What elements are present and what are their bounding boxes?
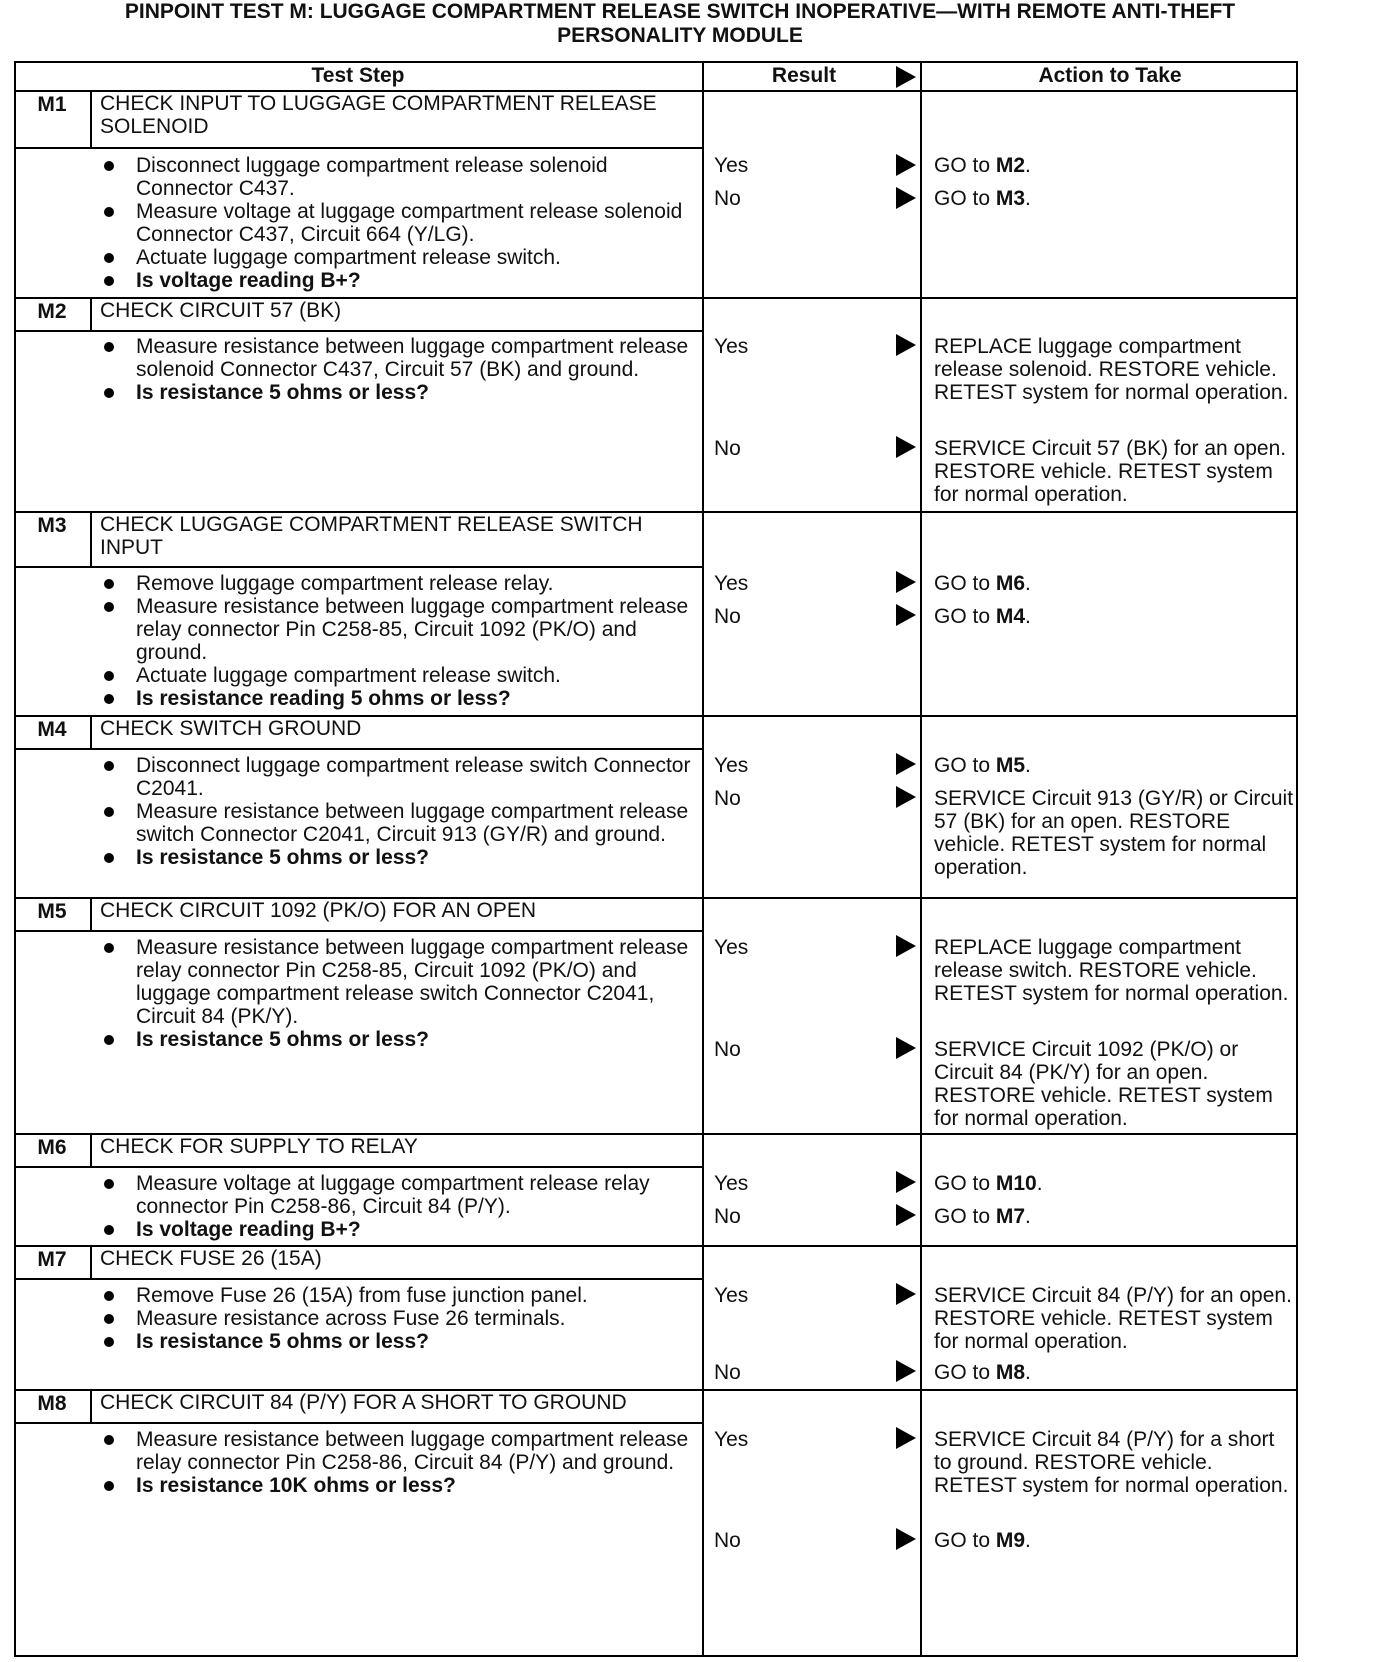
step-title: CHECK SWITCH GROUND [100,717,362,740]
instruction-item: Actuate luggage compartment release switch. [104,664,696,687]
right-triangle-arrow-icon [896,935,916,957]
result-no: No [714,1529,741,1552]
test-step-m4 [14,715,1298,897]
step-title-divider [14,566,702,568]
test-step-m8 [14,1389,1298,1657]
step-title: CHECK FUSE 26 (15A) [100,1247,322,1270]
step-id: M5 [37,900,67,923]
instruction-item: Measure resistance between luggage compartment release relay connector Pin C258-85, Circuit 1092 (PK/O) and luggage compartment release switch Connector C2041, Circuit 84 (PK/Y). [104,936,696,1028]
action-text-suffix: . [1025,1361,1031,1384]
action-no: SERVICE Circuit 1092 (PK/O) or Circuit 84 (PK/Y) for an open. RESTORE vehicle. RETEST system for normal operation. [934,1038,1273,1130]
instruction-item: Remove Fuse 26 (15A) from fuse junction panel. [104,1284,696,1307]
step-title-divider [14,1278,702,1280]
action-text-suffix: . [1025,1205,1031,1228]
step-id-divider [90,1245,92,1278]
result-no: No [714,605,741,628]
test-step-m1 [14,90,1298,297]
step-title-divider [14,1422,702,1424]
right-triangle-arrow-icon [896,1528,916,1550]
instruction-item: Measure voltage at luggage compartment release relay connector Pin C258-86, Circuit 84 (P/Y). [104,1172,696,1218]
result-yes: Yes [714,1172,749,1195]
action-yes [934,572,1296,595]
action-yes [934,1172,1296,1195]
result-no: No [714,437,741,460]
step-id-divider [90,1133,92,1166]
action-text-suffix: . [1025,154,1031,177]
instruction-question: Is resistance 5 ohms or less? [104,1330,696,1353]
test-step-m3 [14,511,1298,715]
right-triangle-arrow-icon [896,187,916,209]
instruction-item: Actuate luggage compartment release switch. [104,246,696,269]
action-yes: REPLACE luggage compartment release solenoid. RESTORE vehicle. RETEST system for normal operation. [934,335,1289,404]
action-yes [934,154,1296,177]
page-title [40,0,1320,48]
step-title: CHECK LUGGAGE COMPARTMENT RELEASE SWITCH INPUT [100,513,643,559]
action-yes: REPLACE luggage compartment release switch. RESTORE vehicle. RETEST system for normal operation. [934,936,1289,1005]
result-no: No [714,187,741,210]
instruction-item: Disconnect luggage compartment release solenoid Connector C437. [104,154,696,200]
step-title: CHECK FOR SUPPLY TO RELAY [100,1135,418,1158]
right-triangle-arrow-icon [896,1037,916,1059]
action-text-suffix: . [1025,1529,1031,1552]
action-yes: SERVICE Circuit 84 (P/Y) for an open. RESTORE vehicle. RETEST system for normal operation. [934,1284,1292,1353]
action-text-suffix: . [1025,187,1031,210]
right-triangle-arrow-icon [896,436,916,458]
result-no: No [714,1205,741,1228]
action-no [934,187,1296,210]
step-instructions [104,1284,696,1353]
result-yes: Yes [714,936,749,959]
action-text: GO to [934,1361,996,1384]
result-no: No [714,1038,741,1061]
action-step-ref: M3 [995,187,1026,210]
action-text: GO to [934,572,996,595]
action-text-suffix: . [1025,605,1031,628]
instruction-question: Is voltage reading B+? [104,269,696,292]
action-text-suffix: . [1036,1172,1043,1195]
right-triangle-arrow-icon [896,154,916,176]
action-text-suffix: . [1025,754,1031,777]
result-no: No [714,1361,741,1384]
step-id-divider [90,297,92,330]
right-triangle-arrow-icon [896,66,916,88]
step-id: M8 [37,1392,67,1415]
step-id-divider [90,715,92,748]
step-instructions [104,154,696,292]
instruction-item: Measure resistance across Fuse 26 terminals. [104,1307,696,1330]
instruction-item: Measure resistance between luggage compartment release relay connector Pin C258-85, Circuit 1092 (PK/O) and ground. [104,595,696,664]
action-no [934,1529,1296,1552]
result-yes: Yes [714,1284,749,1307]
step-title-divider [14,748,702,750]
right-triangle-arrow-icon [896,786,916,808]
action-step-ref: M9 [995,1529,1026,1552]
action-no: SERVICE Circuit 57 (BK) for an open. RESTORE vehicle. RETEST system for normal operation. [934,437,1287,506]
step-instructions [104,1172,696,1241]
instruction-question: Is resistance reading 5 ohms or less? [104,687,696,710]
test-step-m6 [14,1133,1298,1245]
instruction-item: Measure voltage at luggage compartment release solenoid Connector C437, Circuit 664 (Y/LG). [104,200,696,246]
action-no: SERVICE Circuit 913 (GY/R) or Circuit 57 (BK) for an open. RESTORE vehicle. RETEST system for normal operation. [934,787,1294,879]
step-id-divider [90,511,92,566]
step-id-divider [90,90,92,147]
step-id: M7 [37,1248,67,1271]
action-step-ref: M5 [995,754,1026,777]
result-yes: Yes [714,1428,749,1451]
step-title-divider [14,1166,702,1168]
instruction-question: Is resistance 5 ohms or less? [104,846,696,869]
action-text: GO to [934,1172,996,1195]
pinpoint-test-table [14,61,1298,1657]
action-step-ref: M7 [995,1205,1026,1228]
test-step-m7 [14,1245,1298,1389]
action-no [934,605,1296,628]
step-instructions [104,754,696,869]
result-yes: Yes [714,154,749,177]
action-no [934,1361,1296,1384]
right-triangle-arrow-icon [896,571,916,593]
step-title-divider [14,147,702,149]
instruction-question: Is resistance 5 ohms or less? [104,381,696,404]
instruction-item: Measure resistance between luggage compartment release solenoid Connector C437, Circuit 57 (BK) and ground. [104,335,696,381]
instruction-item: Measure resistance between luggage compartment release relay connector Pin C258-86, Circuit 84 (P/Y) and ground. [104,1428,696,1474]
step-title: CHECK CIRCUIT 84 (P/Y) FOR A SHORT TO GROUND [100,1391,627,1414]
action-text: GO to [934,154,996,177]
action-text-suffix: . [1025,572,1031,595]
action-text: GO to [934,1205,996,1228]
instruction-question: Is resistance 5 ohms or less? [104,1028,696,1051]
header-result: Result [771,64,837,87]
action-text: GO to [934,1529,996,1552]
action-step-ref: M2 [995,154,1026,177]
step-instructions [104,1428,696,1497]
step-id: M1 [37,93,67,116]
action-text: GO to [934,187,996,210]
right-triangle-arrow-icon [896,1427,916,1449]
instruction-item: Measure resistance between luggage compartment release switch Connector C2041, Circuit 913 (GY/R) and ground. [104,800,696,846]
step-id: M4 [37,718,67,741]
step-instructions [104,572,696,710]
right-triangle-arrow-icon [896,1204,916,1226]
right-triangle-arrow-icon [896,334,916,356]
step-id: M3 [37,514,67,537]
step-id-divider [90,897,92,930]
result-yes: Yes [714,572,749,595]
step-title-divider [14,330,702,332]
right-triangle-arrow-icon [896,1283,916,1305]
action-yes: SERVICE Circuit 84 (P/Y) for a short to ground. RESTORE vehicle. RETEST system for normal operation. [934,1428,1289,1497]
action-step-ref: M10 [995,1172,1037,1195]
right-triangle-arrow-icon [896,753,916,775]
instruction-question: Is resistance 10K ohms or less? [104,1474,696,1497]
step-instructions [104,335,696,404]
page-title-line-1: PINPOINT TEST M: LUGGAGE COMPARTMENT RELEASE SWITCH INOPERATIVE—WITH REMOTE ANTI-THEFT [124,0,1236,23]
step-instructions [104,936,696,1051]
step-id: M6 [37,1136,67,1159]
step-title-divider [14,930,702,932]
action-step-ref: M6 [995,572,1026,595]
action-no [934,1205,1296,1228]
right-triangle-arrow-icon [896,604,916,626]
step-title: CHECK CIRCUIT 57 (BK) [100,299,342,322]
action-step-ref: M8 [995,1361,1026,1384]
instruction-question: Is voltage reading B+? [104,1218,696,1241]
action-text: GO to [934,754,996,777]
right-triangle-arrow-icon [896,1171,916,1193]
header-action: Action to Take [1038,64,1182,87]
instruction-item: Disconnect luggage compartment release switch Connector C2041. [104,754,696,800]
test-step-m2 [14,297,1298,511]
header-test-step: Test Step [311,64,405,87]
page-title-line-2: PERSONALITY MODULE [557,24,803,47]
action-yes [934,754,1296,777]
result-yes: Yes [714,335,749,358]
test-step-m5 [14,897,1298,1133]
action-text: GO to [934,605,996,628]
instruction-item: Remove luggage compartment release relay. [104,572,696,595]
result-no: No [714,787,741,810]
result-yes: Yes [714,754,749,777]
step-id-divider [90,1389,92,1422]
step-title: CHECK INPUT TO LUGGAGE COMPARTMENT RELEASE SOLENOID [100,92,657,138]
step-title: CHECK CIRCUIT 1092 (PK/O) FOR AN OPEN [100,899,537,922]
step-id: M2 [37,300,67,323]
action-step-ref: M4 [995,605,1026,628]
right-triangle-arrow-icon [896,1360,916,1382]
